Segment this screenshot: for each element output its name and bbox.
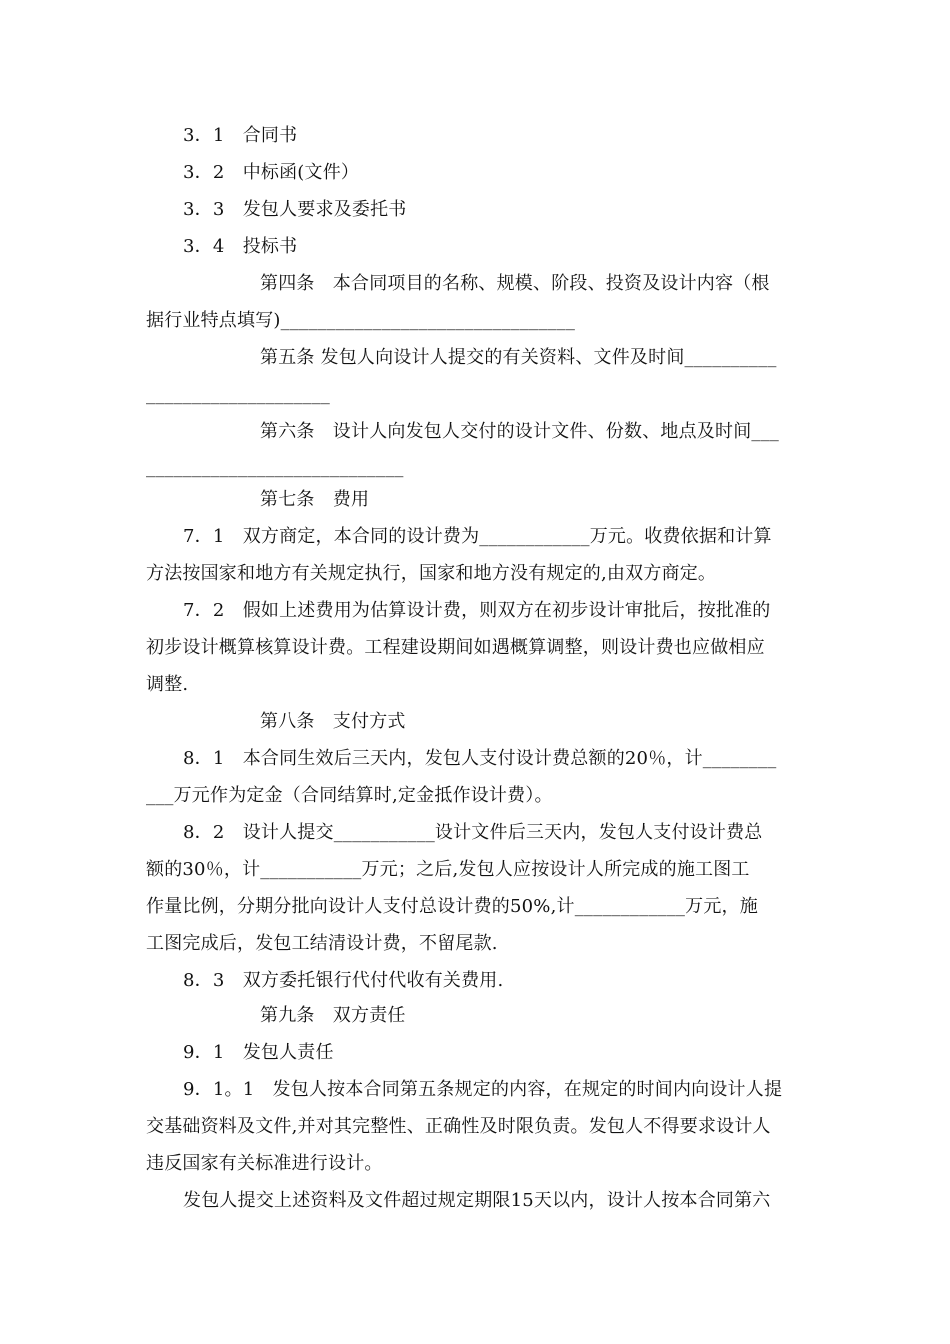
article-9-heading: 第九条 双方责任 — [260, 1005, 406, 1026]
clause-9-1-1-end: 违反国家有关标准进行设计。 — [146, 1153, 383, 1174]
clause-9-1-1-continuation: 交基础资料及文件,并对其完整性、正确性及时限负责。发包人不得要求设计人 — [146, 1116, 771, 1137]
article-8-heading: 第八条 支付方式 — [260, 711, 406, 732]
clause-7-2: 7．2 假如上述费用为估算设计费，则双方在初步设计审批后，按批准的 — [183, 600, 771, 621]
clause-9-1: 9．1 发包人责任 — [183, 1042, 334, 1063]
clause-8-3: 8．3 双方委托银行代付代收有关费用. — [183, 970, 504, 991]
clause-8-2: 8．2 设计人提交___________设计文件后三天内，发包人支付设计费总 — [183, 822, 763, 843]
clause-3-2: 3．2 中标函(文件） — [183, 162, 360, 183]
clause-3-1: 3．1 合同书 — [183, 125, 298, 146]
clause-8-1: 8．1 本合同生效后三天内，发包人支付设计费总额的20％，计________ — [183, 748, 777, 769]
clause-7-1: 7．1 双方商定，本合同的设计费为____________万元。收费依据和计算 — [183, 526, 772, 547]
clause-7-1-continuation: 方法按国家和地方有关规定执行，国家和地方没有规定的,由双方商定。 — [146, 563, 717, 584]
article-4-continuation: 据行业特点填写)________________________________ — [146, 310, 576, 331]
article-4-heading: 第四条 本合同项目的名称、规模、阶段、投资及设计内容（根 — [260, 273, 770, 294]
article-5-heading: 第五条 发包人向设计人提交的有关资料、文件及时间__________ — [260, 347, 777, 368]
article-6-heading: 第六条 设计人向发包人交付的设计文件、份数、地点及时间___ — [260, 421, 779, 442]
article-5-continuation: ____________________ — [146, 384, 330, 405]
article-6-continuation: ____________________________ — [146, 457, 404, 478]
article-7-heading: 第七条 费用 — [260, 489, 370, 510]
clause-7-2-continuation: 初步设计概算核算设计费。工程建设期间如遇概算调整，则设计费也应做相应 — [146, 637, 765, 658]
clause-8-1-continuation: ___万元作为定金（合同结算时,定金抵作设计费）。 — [146, 785, 553, 806]
clause-8-2-end: 工图完成后，发包工结清设计费，不留尾款. — [146, 933, 498, 954]
clause-8-2-continuation-1: 额的30％，计___________万元；之后,发包人应按设计人所完成的施工图工 — [146, 859, 750, 880]
clause-9-1-1: 9．1。1 发包人按本合同第五条规定的内容，在规定的时间内向设计人提 — [183, 1079, 783, 1100]
clause-7-2-end: 调整. — [146, 674, 189, 695]
clause-8-2-continuation-2: 作量比例，分期分批向设计人支付总设计费的50%,计____________万元，施 — [146, 896, 758, 917]
paragraph-late-submission: 发包人提交上述资料及文件超过规定期限15天以内，设计人按本合同第六 — [183, 1190, 771, 1211]
clause-3-4: 3．4 投标书 — [183, 236, 298, 257]
clause-3-3: 3．3 发包人要求及委托书 — [183, 199, 407, 220]
